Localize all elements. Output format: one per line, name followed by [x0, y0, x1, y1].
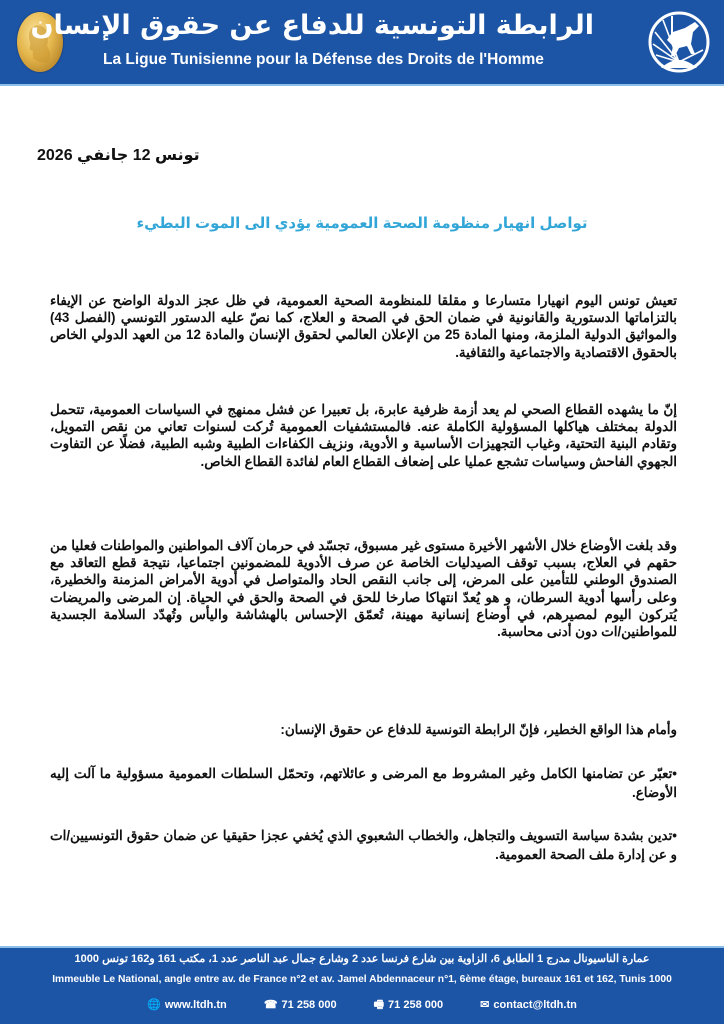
mail-icon: ✉	[480, 999, 490, 1011]
paragraph-4: وأمام هذا الواقع الخطير، فإنّ الرابطة التونسية للدفاع عن حقوق الإنسان:	[280, 722, 677, 737]
website-link[interactable]: www.ltdh.tn	[164, 999, 227, 1011]
phone-icon: ☎	[263, 999, 278, 1011]
contact-fax	[374, 996, 443, 1015]
contact-phone	[264, 998, 337, 1011]
contact-website[interactable]	[147, 998, 227, 1011]
contact-email[interactable]	[480, 998, 577, 1011]
ltdh-emblem-icon	[647, 10, 711, 74]
email-link[interactable]: contact@ltdh.tn	[493, 999, 577, 1011]
org-name-french: La Ligue Tunisienne pour la Défense des Droits de l'Homme	[103, 51, 544, 68]
footer-address-arabic: عمارة الناسيونال مدرج 1 الطابق 6، الزاوية بين شارع فرنسا عدد 2 وشارع جمال عبد الناصر عدد 1، مكتب 161 و162 تونس 1000	[74, 953, 650, 965]
document-date: تونس 12 جانفي 2026	[37, 147, 200, 164]
org-name-arabic: الرابطة التونسية للدفاع عن حقوق الإنسان	[30, 10, 594, 41]
fax-number: 71 258 000	[388, 999, 444, 1011]
bullet-item-2: •تدين بشدة سياسة التسويف والتجاهل، والخطاب الشعبوي الذي يُخفي عجزا حقيقيا عن ضمان حقوق التونسيين/ات و عن إدارة ملف الصحة العمومية.	[50, 828, 677, 862]
paragraph-1: تعيش تونس اليوم انهيارا متسارعا و مقلقا للمنظومة الصحية العمومية، في ظل عجز الدولة الواضح عن الإيفاء بالتزاماتها الدستورية والقانونية في ضمان الحق في الصحة و العلاج، كما نصّ عليه الدستور التونسي (الفصل 43) والمواثيق الدولية الملزمة، ومنها المادة 25 من الإعلان العالمي لحقوق الإنسان والمادة 12 من العهد الدولي الخاص بالحقوق الاقتصادية والاجتماعية والثقافية.	[50, 293, 677, 360]
document-title: تواصل انهيار منظومة الصحة العمومية يؤدي الى الموت البطيء	[136, 215, 588, 232]
globe-icon: 🌐	[147, 999, 161, 1011]
footer-contacts	[0, 996, 724, 1015]
bullet-item-1: •تعبّر عن تضامنها الكامل وغير المشروط مع المرضى و عائلاتهم، وتحمّل السلطات العمومية مسؤولية ما آلت إليه الأوضاع.	[50, 766, 677, 800]
paragraph-3: وقد بلغت الأوضاع خلال الأشهر الأخيرة مستوى غير مسبوق، تجسّد في حرمان آلاف المواطنين والمواطنات فعليا من حقهم في العلاج، بسبب توقف الصيدليات الخاصة عن صرف الأدوية للمضمونين اجتماعيا، نتيجة قطع التعاقد مع الصندوق الوطني للتأمين على المرض، إلى جانب النقص الحاد والمتواصل في أدوية الأمراض المزمنة والخطيرة، وعلى رأسها أدوية السرطان، و هو يُعدّ انتهاكا صارخا للحق في الصحة والحق في الحياة. إن المرضى والمريضات يُتركون اليوم لمصيرهم، في أوضاع إنسانية مهينة، تُعمّق الإحساس بالهشاشة واليأس وتُهدّد السلامة الجسدية للمواطنين/ات دون أدنى محاسبة.	[50, 538, 677, 640]
fax-icon: 🖷	[373, 999, 385, 1011]
footer-address-french: Immeuble Le National, angle entre av. de France n°2 et av. Jamel Abdennaceur n°1, 6ème étage, bureaux 161 et 162, Tunis 1000	[52, 974, 672, 985]
letterhead-footer	[0, 946, 724, 1024]
phone-number: 71 258 000	[281, 999, 337, 1011]
letterhead-header	[0, 0, 724, 86]
paragraph-2: إنّ ما يشهده القطاع الصحي لم يعد أزمة ظرفية عابرة، بل تعبيرا عن فشل ممنهج في السياسات العمومية، تتحمل الدولة بمختلف هياكلها المسؤولية الكاملة عنه. فالمستشفيات العمومية تُركت لسنوات تعاني من نقص التمويل، وتقادم البنية التحتية، وغياب التجهيزات الأساسية و الأدوية، ونزيف الكفاءات الطبية وشبه الطبية، فضلًا عن التفاوت الجهوي الفاحش وسياسات تشجع عمليا على إضعاف القطاع العام لفائدة القطاع الخاص.	[50, 402, 677, 469]
